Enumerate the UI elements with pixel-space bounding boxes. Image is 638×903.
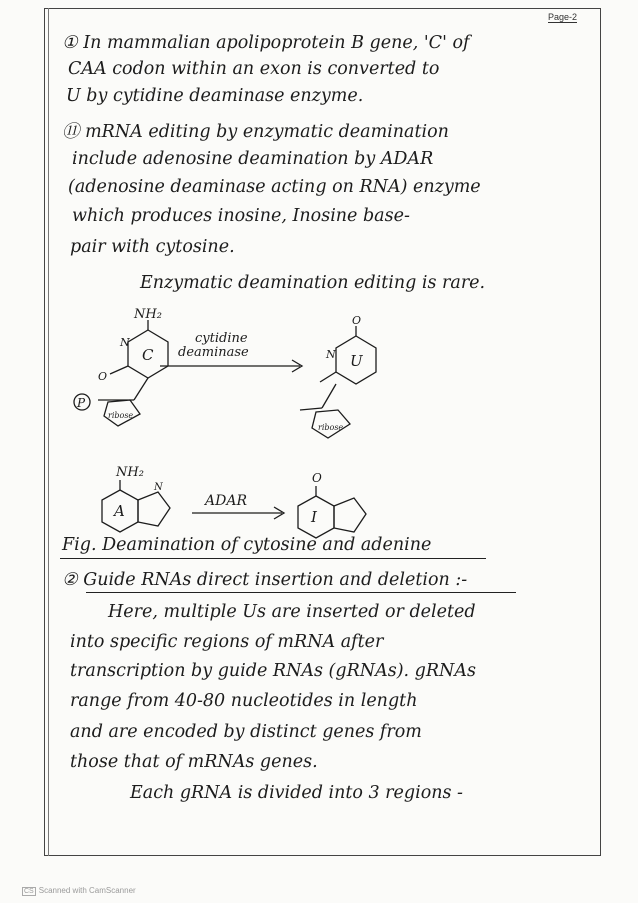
note-line-12: Here, multiple Us are inserted or deleted — [108, 602, 476, 622]
figure-caption: Fig. Deamination of cytosine and adenine — [62, 535, 432, 555]
note-line-5: include adenosine deamination by ADAR — [72, 149, 434, 169]
uracil-n: N — [326, 348, 336, 361]
note-line-6: (adenosine deaminase acting on RNA) enzyme — [68, 177, 481, 197]
uracil-ribose: ribose — [318, 423, 344, 432]
cytosine-n: N — [120, 336, 130, 349]
uracil-o: O — [352, 314, 362, 327]
enzyme-deaminase: deaminase — [178, 345, 249, 360]
section-2-heading: ② Guide RNAs direct insertion and deletion :- — [62, 570, 468, 590]
cytosine-ribose: ribose — [108, 411, 134, 420]
note-line-4: ⑪ mRNA editing by enzymatic deamination — [62, 122, 449, 142]
phosphate-label: P — [77, 396, 86, 410]
note-line-13: into specific regions of mRNA after — [70, 632, 384, 652]
inosine-ring-label: I — [311, 508, 317, 526]
uracil-structure — [300, 326, 376, 438]
enzyme-cytidine: cytidine — [195, 331, 248, 346]
note-line-17: those that of mRNAs genes. — [70, 752, 318, 772]
note-line-16: and are encoded by distinct genes from — [70, 722, 422, 742]
uracil-ring-label: U — [350, 352, 363, 370]
scanner-watermark — [22, 886, 136, 896]
page-number: Page-2 — [548, 12, 578, 22]
note-line-3: U by cytidine deaminase enzyme. — [66, 86, 364, 106]
camscanner-badge: CS — [24, 888, 34, 895]
adenine-ring-label: A — [114, 502, 125, 520]
note-line-8: pair with cytosine. — [70, 237, 235, 257]
note-line-7: which produces inosine, Inosine base- — [72, 206, 410, 226]
note-line-2: CAA codon within an exon is converted to — [68, 59, 440, 79]
cytosine-o: O — [98, 370, 108, 383]
note-line-1: ① In mammalian apolipoprotein B gene, 'C' of — [62, 33, 470, 53]
heading-underline — [86, 592, 516, 593]
cytosine-nh2: NH₂ — [134, 307, 162, 322]
note-line-15: range from 40-80 nucleotides in length — [70, 691, 418, 711]
note-line-9: Enzymatic deamination editing is rare. — [140, 273, 486, 293]
cytosine-ring-label: C — [142, 346, 154, 364]
margin-line — [48, 8, 49, 856]
caption-underline — [60, 558, 486, 559]
note-line-18: Each gRNA is divided into 3 regions - — [130, 783, 463, 803]
adenine-nh2: NH₂ — [116, 465, 144, 480]
inosine-o: O — [312, 471, 322, 485]
inosine-structure — [298, 486, 366, 538]
enzyme-adar: ADAR — [205, 493, 247, 509]
adenine-n: N — [154, 482, 163, 493]
deamination-diagram — [60, 300, 560, 540]
scanner-text: Scanned with CamScanner — [38, 886, 136, 895]
note-line-14: transcription by guide RNAs (gRNAs). gRNAs — [70, 661, 476, 681]
